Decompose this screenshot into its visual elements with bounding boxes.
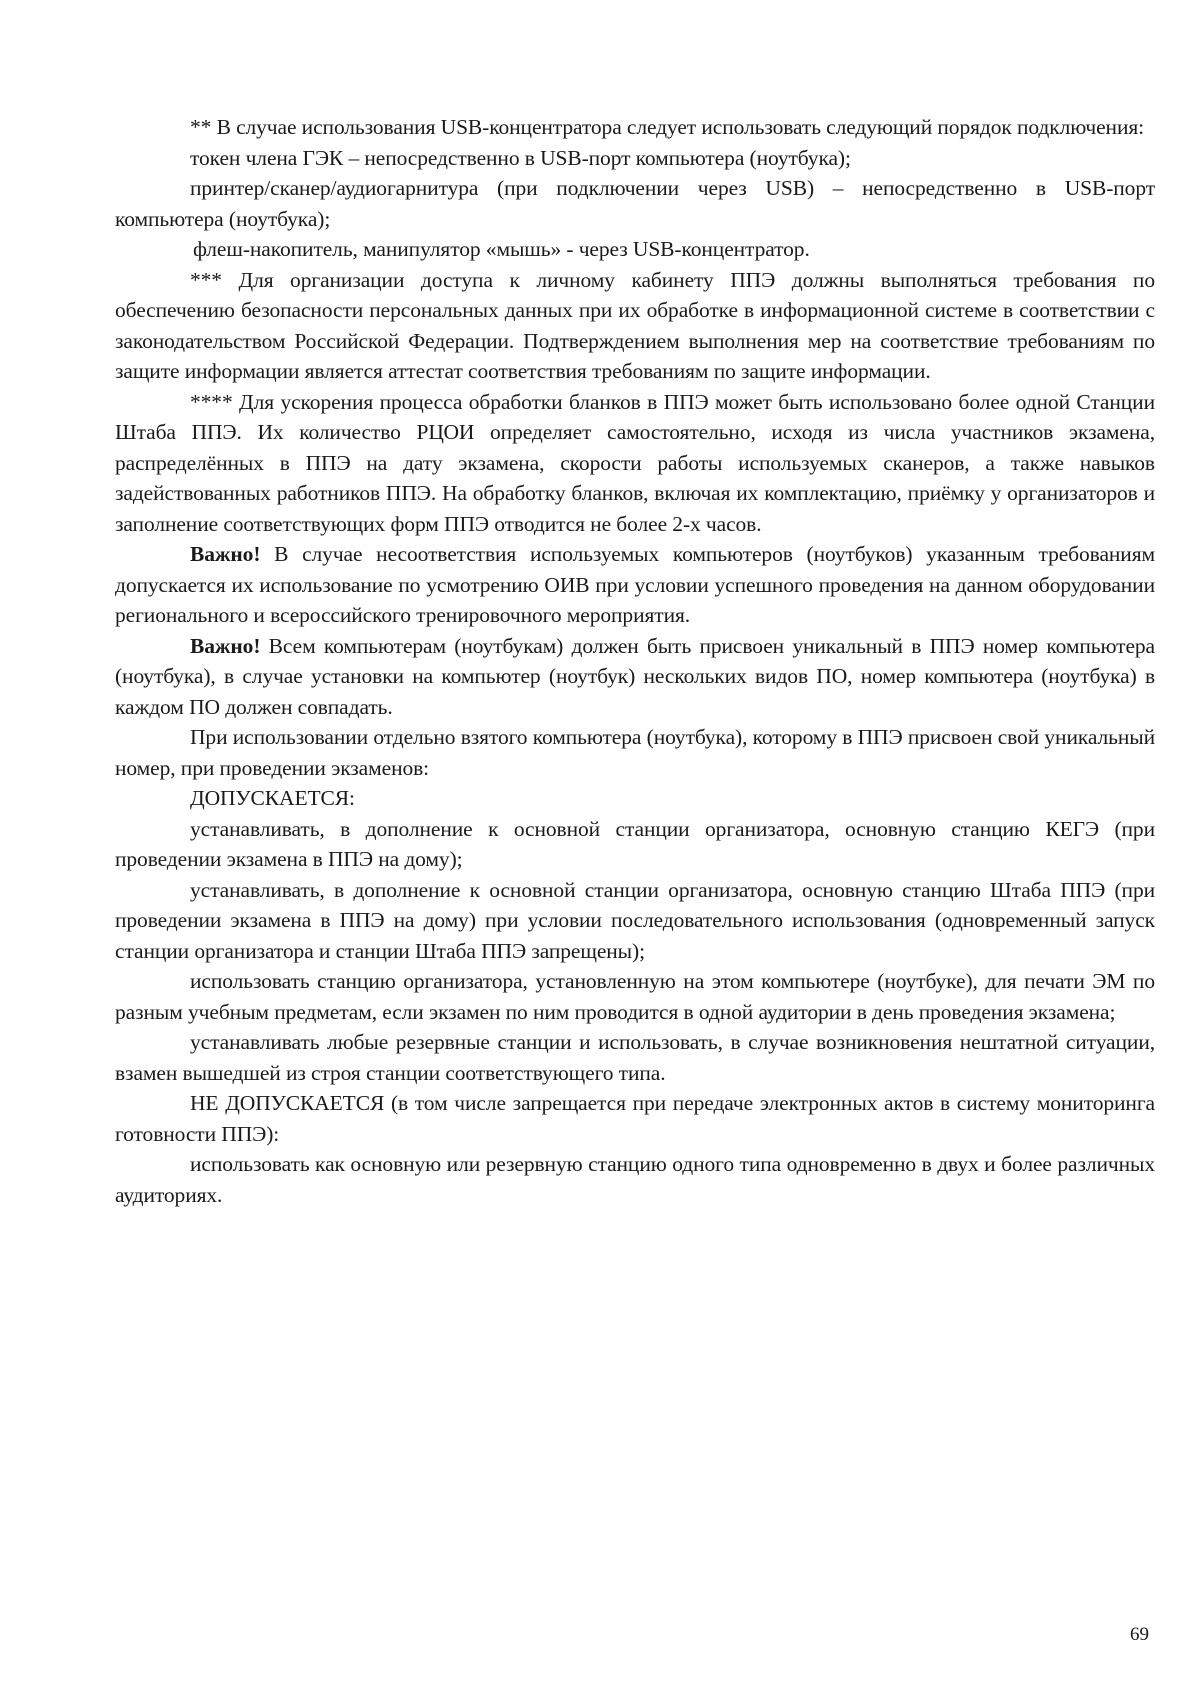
paragraph-text: При использовании отдельно взятого компьютера (ноутбука), которому в ППЭ присвоен свой уникальный номер, при проведении экзаменов: (115, 725, 1155, 780)
paragraph-text: устанавливать, в дополнение к основной станции организатора, основную станцию Штаба ППЭ (при проведении экзамена в ППЭ на дому) при условии последовательного использования (одновременный запуск станции организатора и станции Штаба ППЭ запрещены); (115, 877, 1155, 963)
important-note-compliance (115, 539, 1155, 631)
allowed-item-printing (115, 966, 1155, 1027)
paragraph-text: использовать как основную или резервную станцию одного типа одновременно в двух и более различных аудиториях. (115, 1152, 1155, 1207)
paragraph-text: токен члена ГЭК – непосредственно в USB-порт компьютера (ноутбука); (190, 145, 851, 170)
paragraph-text: Всем компьютерам (ноутбукам) должен быть присвоен уникальный в ППЭ номер компьютера (ноутбука), в случае установки на компьютер (ноутбук) нескольких видов ПО, номер компьютера (ноутбука) в каждом ПО должен совпадать. (115, 633, 1155, 719)
heading-not-allowed (115, 1088, 1155, 1149)
paragraph-text: *** Для организации доступа к личному кабинету ППЭ должны выполняться требования по обеспечению безопасности персональных данных при их обработке в информационной системе в соответствии с законодательством Российской Федерации. Подтверждением выполнения мер на соответствие требованиям по защите информации является аттестат соответствия требованиям по защите информации. (115, 267, 1155, 383)
paragraph-separate-computer (115, 722, 1155, 783)
document-body (115, 112, 1155, 1210)
heading-allowed (115, 783, 1155, 814)
paragraph-text: флеш-накопитель, манипулятор «мышь» - через USB-концентратор. (193, 237, 810, 261)
important-note-unique-number (115, 631, 1155, 723)
page-number: 69 (1130, 1624, 1149, 1645)
allowed-item-headquarters (115, 875, 1155, 967)
paragraph-text: устанавливать, в дополнение к основной станции организатора, основную станцию КЕГЭ (при проведении экзамена в ППЭ на дому); (115, 816, 1155, 871)
paragraph-text: ДОПУСКАЕТСЯ: (190, 786, 355, 810)
list-item-printer (115, 173, 1155, 234)
footnote-personal-cabinet (115, 265, 1155, 387)
paragraph-text: устанавливать любые резервные станции и использовать, в случае возникновения нештатной ситуации, взамен вышедшей из строя станции соответствующего типа. (115, 1030, 1155, 1085)
not-allowed-item (115, 1149, 1155, 1210)
allowed-item-kege (115, 814, 1155, 875)
paragraph-text: В случае несоответствия используемых компьютеров (ноутбуков) указанным требованиям допускается их использование по усмотрению ОИВ при условии успешного проведения на данном оборудовании регионального и всероссийского тренировочного мероприятия. (115, 542, 1155, 627)
paragraph-text: ** В случае использования USB-концентратора следует использовать следующий порядок подключения: (190, 115, 1145, 139)
footnote-headquarters-station (115, 387, 1155, 540)
footnote-usb-hub (115, 112, 1155, 143)
paragraph-text: использовать станцию организатора, установленную на этом компьютере (ноутбуке), для печати ЭМ по разным учебным предметам, если экзамен по ним проводится в одной аудитории в день проведения экзамена; (115, 969, 1155, 1024)
list-item-flash (115, 234, 1155, 265)
important-label: Важно! (190, 633, 261, 658)
paragraph-text: принтер/сканер/аудиогарнитура (при подключении через USB) – непосредственно в USB-порт компьютера (ноутбука); (115, 176, 1155, 231)
list-item-token (115, 143, 1155, 174)
important-label: Важно! (190, 542, 261, 566)
paragraph-text: **** Для ускорения процесса обработки бланков в ППЭ может быть использовано более одной Станции Штаба ППЭ. Их количество РЦОИ определяет самостоятельно, исходя из числа участников экзамена, распределённых в ППЭ на дату экзамена, скорости работы используемых сканеров, а также навыков задействованных работников ППЭ. На обработку бланков, включая их комплектацию, приёмку у организаторов и заполнение соответствующих форм ППЭ отводится не более 2-х часов. (115, 389, 1155, 536)
paragraph-text: НЕ ДОПУСКАЕТСЯ (в том числе запрещается при передаче электронных актов в систему мониторинга готовности ППЭ): (115, 1091, 1155, 1146)
allowed-item-reserve (115, 1027, 1155, 1088)
